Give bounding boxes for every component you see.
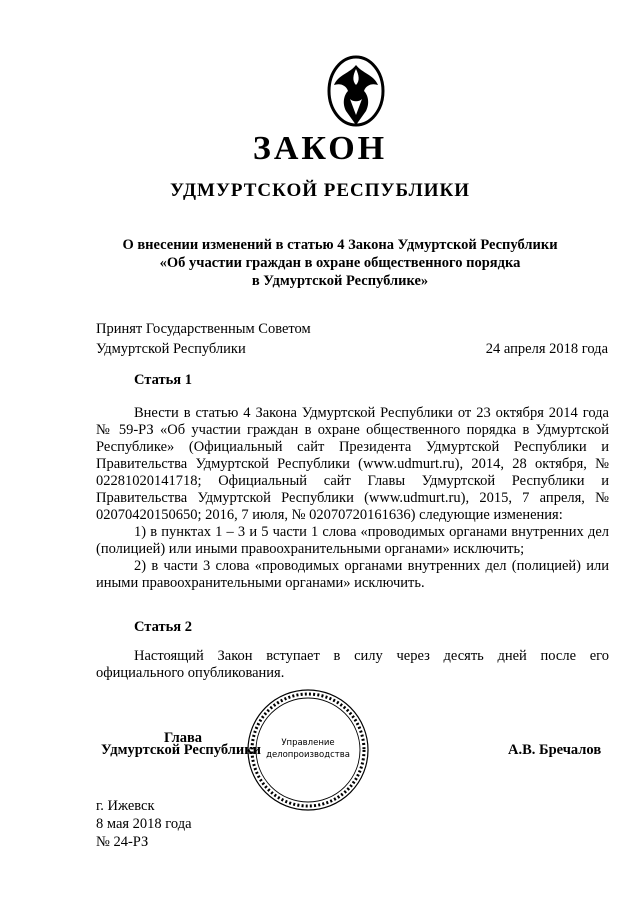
- accepted-line: Принят Государственным Советом: [96, 321, 311, 337]
- article-1-body: [96, 405, 609, 592]
- article-2-title: Статья 2: [134, 619, 192, 635]
- article-2-body: [96, 648, 609, 682]
- article-1-paragraph: Внести в статью 4 Закона Удмуртской Республики от 23 октября 2014 года № 59-РЗ «Об участии граждан в охране общественного порядка в Удмуртской Республике» (Официальный сайт Президента Удмуртской Республики и Правительства Удмуртской Республики (www.udmurt.ru), 2014, 28 октября, № 02281020141718; Официальный сайт Главы Удмуртской Республики и Правительства Удмуртской Республики (www.udmurt.ru), 2015, 7 апреля, № 02070420150650; 2016, 7 июля, № 02070720161636) следующие изменения:: [96, 405, 609, 523]
- stamp-inner-line: делопроизводства: [266, 750, 350, 760]
- article-1-title: Статья 1: [134, 372, 192, 388]
- article-1-item-1: 1) в пунктах 1 – 3 и 5 части 1 слова «проводимых органами внутренних дел (полицией) или иными правоохранительными органами» исключить;: [96, 524, 609, 557]
- heading-line: «Об участии граждан в охране общественного порядка: [159, 255, 521, 271]
- stamp-inner-line: Управление: [281, 738, 335, 748]
- accepted-date: 24 апреля 2018 года: [485, 341, 608, 357]
- document-title: ЗАКОН: [252, 130, 388, 167]
- heading-line: в Удмуртской Республике»: [251, 273, 429, 289]
- signer-name: А.В. Бречалов: [508, 742, 602, 758]
- law-heading: [80, 236, 600, 290]
- signing-date: 8 мая 2018 года: [96, 816, 192, 832]
- signing-place: [96, 797, 192, 851]
- accepted-line: Удмуртской Республики: [96, 341, 246, 357]
- city: г. Ижевск: [96, 798, 155, 814]
- emblem-icon: [326, 55, 386, 135]
- signer-position-line2: Удмуртской Республики: [101, 742, 261, 758]
- document-subtitle: УДМУРТСКОЙ РЕСПУБЛИКИ: [169, 180, 471, 201]
- heading-line: О внесении изменений в статью 4 Закона Удмуртской Республики: [122, 237, 558, 253]
- law-number: № 24-РЗ: [96, 834, 149, 850]
- article-2-paragraph: Настоящий Закон вступает в силу через десять дней после его официального опубликования.: [96, 648, 609, 681]
- article-1-item-2: 2) в части 3 слова «проводимых органами внутренних дел (полицией) или иными правоохранительными органами» исключить.: [96, 558, 609, 591]
- accepted-by: [96, 319, 311, 359]
- signer-position-line1: Глава: [164, 730, 203, 746]
- official-stamp-icon: [243, 687, 373, 813]
